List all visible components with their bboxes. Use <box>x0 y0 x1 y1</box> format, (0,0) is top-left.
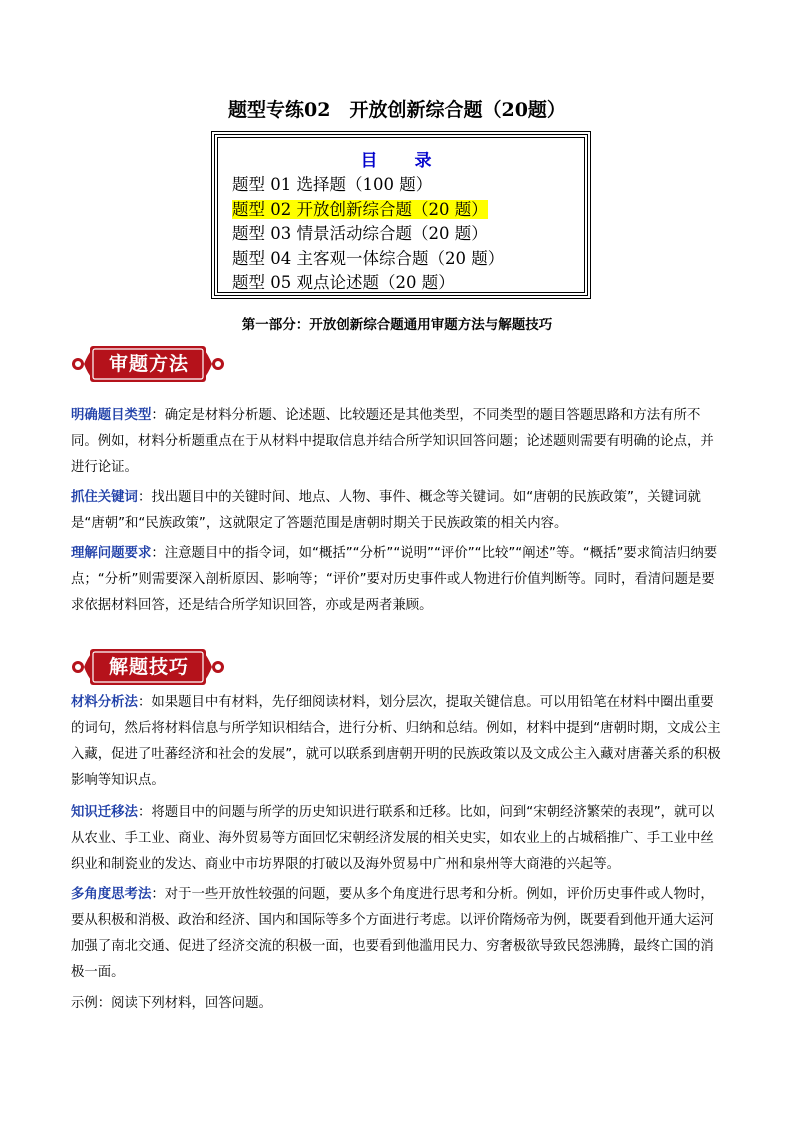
page-title: 题型专练02 开放创新综合题（20题） <box>228 99 566 121</box>
paragraph-material-analysis: 材料分析法：如果题目中有材料，先仔细阅读材料，划分层次，提取关键信息。可以用铅笔在材料中圈出重要的词句，然后将材料信息与所学知识相结合，进行分析、归纳和总结。例如，材料中提到“唐朝时期，文成公主入藏，促进了吐蕃经济和社会的发展”，就可以联系到唐朝开明的民族政策以及文成公主入藏对唐蕃关系的积极影响等知识点。 <box>71 695 721 788</box>
toc-heading: 目 录 <box>360 151 442 171</box>
paragraph-keywords: 抓住关键词：找出题目中的关键时间、地点、人物、事件、概念等关键词。如“唐朝的民族政策”，关键词就是“唐朝”和“民族政策”，这就限定了答题范围是唐朝时期关于民族政策的相关内容。 <box>71 490 701 531</box>
toc-item-05[interactable]: 题型 05 观点论述题（20 题） <box>232 273 455 292</box>
part-title: 第一部分：开放创新综合题通用审题方法与解题技巧 <box>241 317 553 333</box>
toc-item-01[interactable]: 题型 01 选择题（100 题） <box>232 175 433 194</box>
section-banner-review-method <box>70 344 226 384</box>
toc-list <box>232 173 504 296</box>
banner-label: 解题技巧 <box>108 656 189 678</box>
section-banner-solving-skills <box>70 647 226 687</box>
toc-item-04[interactable]: 题型 04 主客观一体综合题（20 题） <box>232 248 505 268</box>
paragraph-identify-type: 明确题目类型：确定是材料分析题、论述题、比较题还是其他类型，不同类型的题目答题思路和方法有所不同。例如，材料分析题重点在于从材料中提取信息并结合所学知识回答问题；论述题则需要有明确的论点，并进行论证。 <box>71 408 714 475</box>
paragraph-knowledge-transfer: 知识迁移法：将题目中的问题与所学的历史知识进行联系和迁移。比如，问到“宋朝经济繁荣的表现”，就可以从农业、手工业、商业、海外贸易等方面回忆宋朝经济发展的相关史实，如农业上的占城稻推广、手工业中丝织业和制瓷业的发达、商业中市坊界限的打破以及海外贸易中广州和泉州等大商港的兴起等。 <box>71 805 715 872</box>
banner-label: 审题方法 <box>108 353 189 375</box>
paragraph-multi-angle: 多角度思考法：对于一些开放性较强的问题，要从多个角度进行思考和分析。例如，评价历史事件或人物时，要从积极和消极、政治和经济、国内和国际等多个方面进行考虑。以评价隋炀帝为例，既要看到他开通大运河加强了南北交通、促进了经济交流的积极一面，也要看到他滥用民力、穷奢极欲导致民怨沸腾，最终亡国的消极一面。 <box>71 887 714 980</box>
toc-item-03[interactable]: 题型 03 情景活动综合题（20 题） <box>232 224 488 243</box>
toc-item-02-current[interactable]: 题型 02 开放创新综合题（20 题） <box>232 199 488 219</box>
paragraph-example: 示例：阅读下列材料，回答问题。 <box>71 996 272 1011</box>
paragraph-question-requirements: 理解问题要求：注意题目中的指令词，如“概括”“分析”“说明”“评价”“比较”“阐述”等。“概括”要求简洁归纳要点；“分析”则需要深入剖析原因、影响等；“评价”要对历史事件或人物进行价值判断等。同时，看清问题是要求依据材料回答，还是结合所学知识回答，亦或是两者兼顾。 <box>71 546 718 613</box>
table-of-contents <box>214 134 588 296</box>
